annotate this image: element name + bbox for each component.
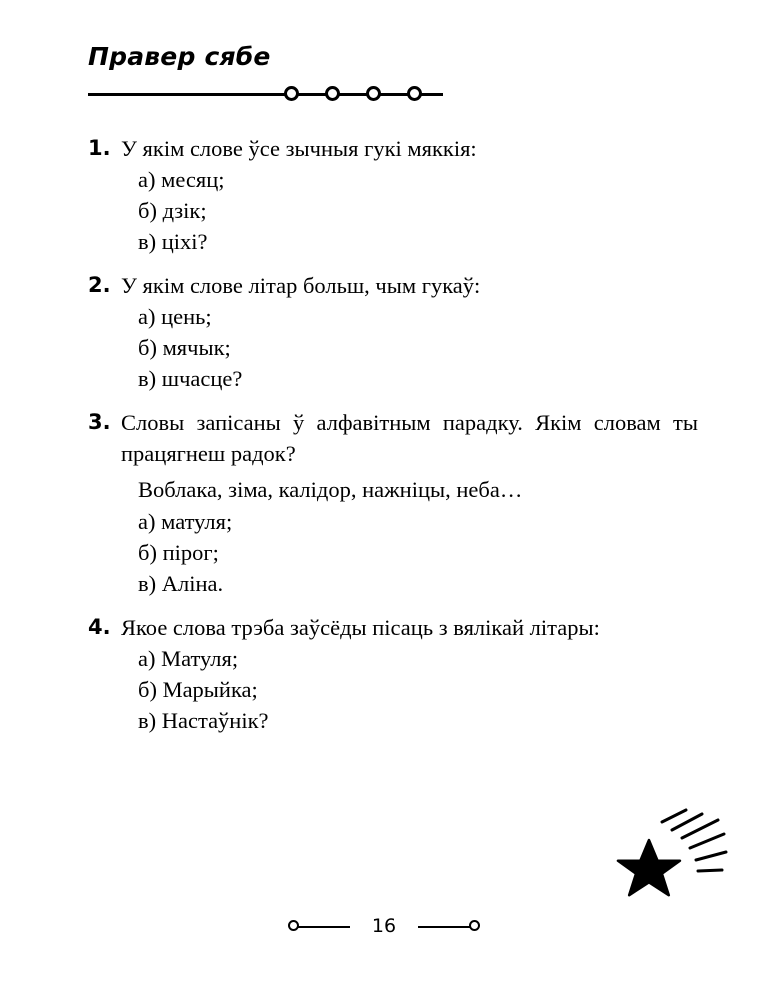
question-option: а) матуля; <box>138 509 233 534</box>
question-option: в) ціхі? <box>138 229 208 254</box>
circle-icon <box>469 920 480 931</box>
question-number: 1. <box>88 136 111 160</box>
question-series: Воблака, зіма, калідор, нажніцы, неба… <box>138 477 523 502</box>
question-option: а) Матуля; <box>138 646 239 671</box>
question-text: Словы запісаны ў алфавітным парадку. Якім словам ты працягнеш радок? <box>121 410 698 466</box>
page-footer <box>0 914 768 938</box>
questions-list <box>88 133 698 740</box>
footer-rule-right <box>418 926 470 928</box>
question-number: 2. <box>88 273 111 297</box>
page-header <box>88 44 688 104</box>
question-option: а) цень; <box>138 304 212 329</box>
question-option: в) Настаўнік? <box>138 708 269 733</box>
spacer <box>88 398 698 407</box>
page-title: Правер сябе <box>88 42 271 71</box>
question-text: Якое слова трэба заўсёды пісаць з вялікай літары: <box>121 615 600 640</box>
page-number: 16 <box>371 915 397 937</box>
question-item <box>88 407 698 599</box>
question-option: б) дзік; <box>138 198 207 223</box>
question-option: б) пірог; <box>138 540 219 565</box>
question-item <box>88 612 698 736</box>
question-item <box>88 133 698 257</box>
question-option: в) шчасце? <box>138 366 243 391</box>
question-option: в) Аліна. <box>138 571 224 596</box>
question-item <box>88 270 698 394</box>
question-option: б) мячык; <box>138 335 231 360</box>
question-number: 4. <box>88 615 111 639</box>
circle-icon <box>366 86 381 101</box>
question-option: б) Марыйка; <box>138 677 258 702</box>
footer-rule-left <box>298 926 350 928</box>
question-number: 3. <box>88 410 111 434</box>
circle-icon <box>407 86 422 101</box>
question-text: У якім слове ўсе зычныя гукі мяккія: <box>121 136 477 161</box>
header-dot-ornament <box>284 83 444 107</box>
question-option: а) месяц; <box>138 167 225 192</box>
spacer <box>88 603 698 612</box>
circle-icon <box>325 86 340 101</box>
shooting-star-icon <box>610 808 728 908</box>
question-text: У якім слове літар больш, чым гукаў: <box>121 273 481 298</box>
spacer <box>88 261 698 270</box>
circle-icon <box>284 86 299 101</box>
